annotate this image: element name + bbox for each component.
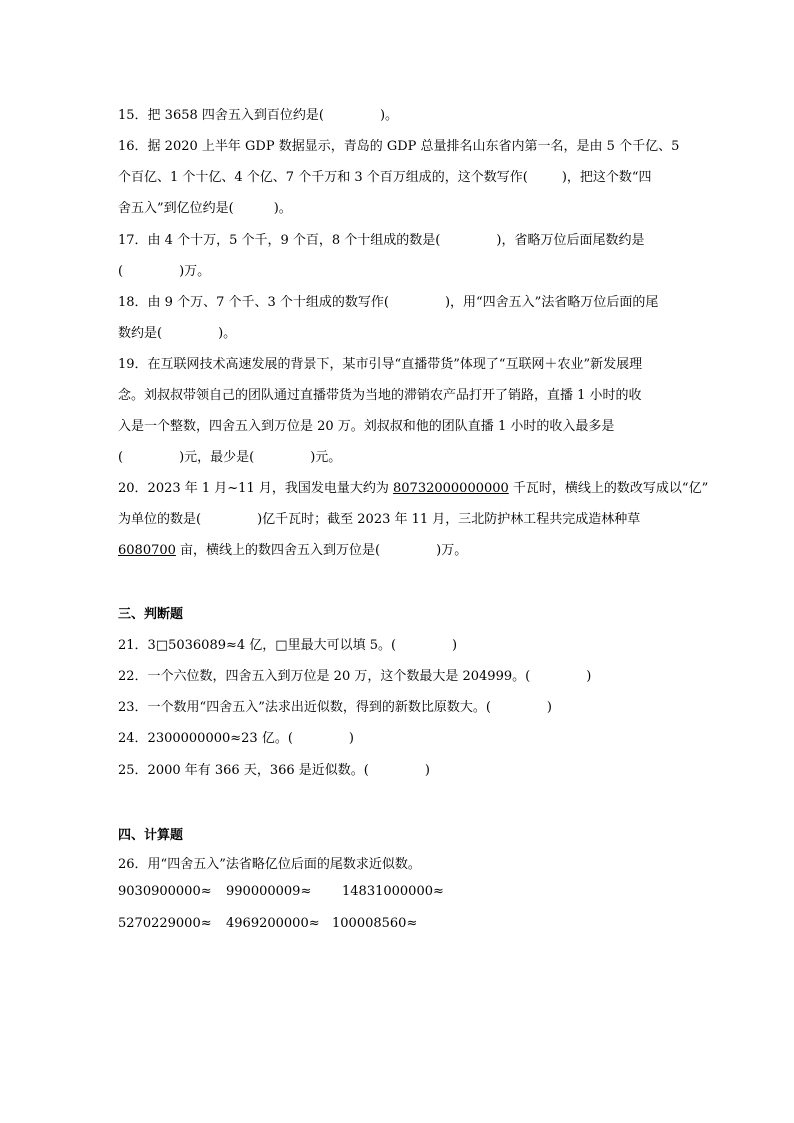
- question-23: 23．一个数用“四舍五入”法求出近似数，得到的新数比原数大。( ): [118, 700, 552, 715]
- section-title-calculation: 四、计算题: [118, 828, 184, 843]
- question-19-line-2: 念。刘叔叔带领自己的团队通过直播带货为当地的滞销农产品打开了销路，直播 1 小时的收: [118, 388, 642, 403]
- calc-row-2: [118, 916, 417, 931]
- question-18-line-2: 数约是( )。: [118, 326, 237, 341]
- question-17-line-1: 17．由 4 个十万，5 个千，9 个百，8 个十组成的数是( )，省略万位后面尾数约是: [118, 233, 645, 248]
- calc-item: 9030900000≈: [118, 884, 212, 899]
- question-19-line-1: 19．在互联网技术高速发展的背景下，某市引导“直播带货”体现了“互联网＋农业”新发展理: [118, 357, 643, 372]
- calc-row-1: [118, 884, 444, 899]
- question-19-line-3: 入是一个整数，四舍五入到万位是 20 万。刘叔叔和他的团队直播 1 小时的收入最多是: [118, 419, 615, 434]
- question-16-line-1: 16．据 2020 上半年 GDP 数据显示，青岛的 GDP 总量排名山东省内第一名，是由 5 个千亿、5: [118, 139, 680, 154]
- question-26: 26．用“四舍五入”法省略亿位后面的尾数求近似数。: [118, 857, 421, 872]
- question-22: 22．一个六位数，四舍五入到万位是 20 万，这个数最大是 204999。( ): [118, 669, 592, 684]
- question-15: 15．把 3658 四舍五入到百位约是( )。: [118, 108, 399, 123]
- question-16-line-3: 舍五入”到亿位约是( )。: [118, 201, 292, 216]
- question-19-line-4: ( )元，最少是( )元。: [118, 450, 342, 465]
- question-20-line-3: 6080700 亩，横线上的数四舍五入到万位是( )万。: [118, 543, 468, 558]
- question-20-line-2: 为单位的数是( )亿千瓦时；截至 2023 年 11 月，三北防护林工程共完成造林种草: [118, 512, 641, 527]
- calc-item: 100008560≈: [332, 916, 418, 931]
- calc-item: 4969200000≈: [226, 916, 320, 931]
- question-16-line-2: 个百亿、1 个十亿、4 个亿、7 个千万和 3 个百万组成的，这个数写作( )，把这个数“四: [118, 170, 652, 185]
- underlined-number: 80732000000000: [393, 481, 509, 496]
- underlined-number: 6080700: [118, 543, 176, 558]
- calc-item: 14831000000≈: [342, 884, 444, 899]
- calc-item: 5270229000≈: [118, 916, 212, 931]
- question-25: 25．2000 年有 366 天，366 是近似数。( ): [118, 763, 430, 778]
- question-20-line-1: 20．2023 年 1 月~11 月，我国发电量大约为 80732000000000 千瓦时，横线上的数改写成以“亿”: [118, 481, 709, 496]
- question-18-line-1: 18．由 9 个万、7 个千、3 个十组成的数写作( )，用“四舍五入”法省略万位后面的尾: [118, 295, 659, 310]
- section-title-judgement: 三、判断题: [118, 607, 184, 622]
- question-24: 24．2300000000≈23 亿。( ): [118, 731, 354, 746]
- calc-item: 990000009≈: [226, 884, 312, 899]
- question-17-line-2: ( )万。: [118, 264, 211, 279]
- q15-text: 15．把 3658 四舍五入到百位约是(: [118, 108, 324, 123]
- question-21: 21．3□5036089≈4 亿，□里最大可以填 5。( ): [118, 638, 458, 653]
